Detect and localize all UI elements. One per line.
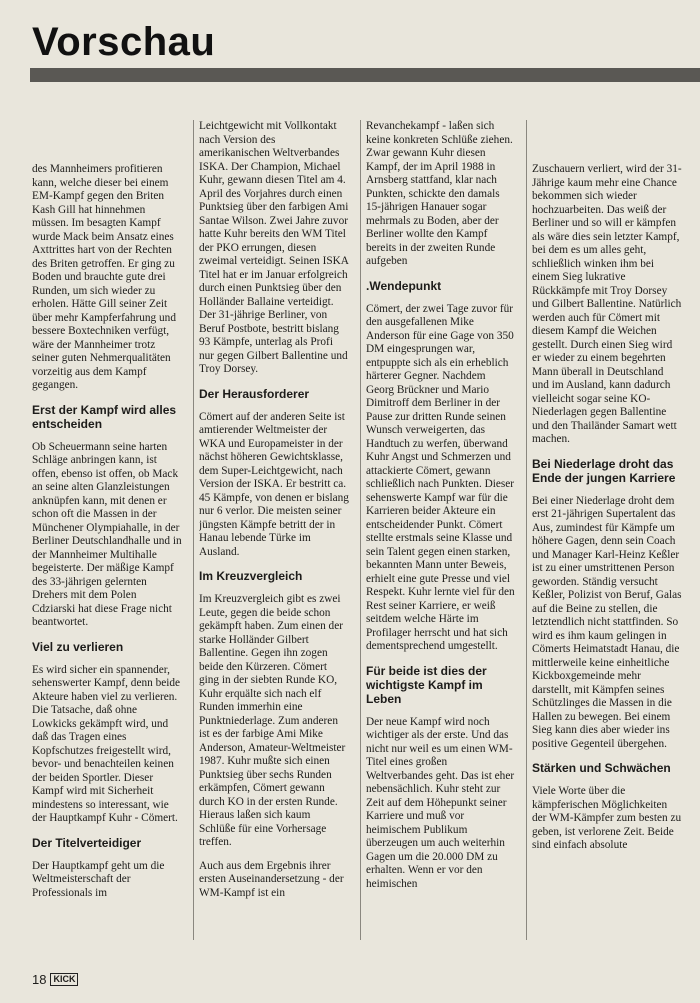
paragraph: Im Kreuzvergleich gibt es zwei Leute, gegen die beide schon gekämpft haben. Zum einen der starke Holländer Gilbert Ballentine. Gegen ihn zogen beide den Kürzeren. Cömert ging in der siebten Runde KO, Kuhr erquälte sich nach elf Runden immerhin eine Punktniederlage. Zum anderen ist es der farbige Ami Mike Anderson, Amateur-Weltmeister 1987. Kuhr mußte sich einen Punktsieg über sechs Runden erkämpfen, Cömert gewann durch KO in der ersten Runde. Hieraus laßen sich kaum Schlüße für eine Vorhersage treffen. [199,593,346,848]
article-column-1 [32,163,182,1003]
paragraph: Viele Worte über die kämpferischen Möglichkeiten der WM-Kämpfer zum besten zu geben, ist verlorene Zeit. Beide sind einfach absolute [532,785,682,851]
paragraph: Bei einer Niederlage droht dem erst 21-jährigen Supertalent das Aus, zumindest für Kämpfe um höhere Gagen, denn sein Coach und Manager Karl-Heinz Keßler ist zu einer umstrittenen Person geworden. Ständig versucht Keßler, Polizist von Beruf, Galas auf die Beine zu stellen, die letztendlich nicht stattfinden. So wird es ihm kaum gelingen in Cömerts Heimatstadt Hanau, die mittlerweile keine einheitliche Kickboxgemeinde mehr darstellt, mit Kämpfen seines Schützlinges die Massen in die Hallen zu bewegen. Bei einem Sieg kann dies aber wieder ins positive Gegenteil übergehen. [532,494,682,750]
paragraph: Der neue Kampf wird noch wichtiger als der erste. Und das nicht nur weil es um einen WM-Titel eines großen Weltverbandes geht. Das ist eher nebensächlich. Kuhr steht zur Zeit auf dem Höhepunkt seiner Karriere und muß vor heimischem Publikum überzeugen um auch weiterhin Gagen um die 20.000 DM zu erhalten. Wenn er vor den heimischen [366,715,515,890]
section-heading: Im Kreuzvergleich [199,569,303,583]
title-bar [30,68,700,82]
article-column-2 [199,120,349,960]
paragraph: Ob Scheuermann seine harten Schläge anbringen kann, ist offen, ebenso ist offen, ob Mack an seine alten Glanzleistungen anknüpfen kann, mit denen er schon oft die Massen in der Münchener Olympiahalle, in der Berliner Deutschlandhalle und in der Mannheimer Multihalle begeisterte. Der mäßige Kampf des 33-jährigen gelernten Drehers mit dem Polen Cdziarski hat diese Frage nicht beantwortet. [32,440,182,628]
article-column-4 [532,163,682,1003]
paragraph: Leichtgewicht mit Vollkontakt nach Version des amerikanischen Weltverbandes ISKA. Der Champion, Michael Kuhr, gewann diesen Titel am 4. April des Vorjahres durch einen Punktsieg über den farbigen Ami Santae Wilson. Zwei Jahre zuvor hatte Kuhr bereits den WM Titel der PKO errungen, diesen zweimal verteidigt. Seinen ISKA Titel hat er im Januar erfolgreich durch einen Punktsieg über den Holländer Ballaine verteidigt. Der 31-jährige Berliner, von Beruf Postbote, bestritt bislang 93 Kämpfe, unterlag als Profi nur gegen Gilbert Ballentine und Troy Dorsey. [199,120,349,375]
paragraph: Der Hauptkampf geht um die Weltmeisterschaft der Professionals im [32,859,165,899]
article-column-3 [366,120,516,960]
section-heading: Für beide ist dies der wichtigste Kampf im Leben [366,663,487,706]
section-heading: .Wendepunkt [366,278,442,293]
article-body [32,108,680,948]
section-heading: Der Herausforderer [199,386,310,401]
page-title: Vorschau [32,20,216,64]
paragraph: des Mannheimers profitieren kann, welche dieser bei einem EM-Kampf gegen den Briten Kash Gill hat hinnehmen müssen. Im besagten Kampf wurde Mack beim Ansatz eines Axttrittes hart von der Rechten des Briten getroffen. Er ging zu Boden und brauchte gute drei Runden, um sich wieder zu erholen. Hätte Gill seiner Zeit über mehr Kampferfahrung und bessere Boxtechniken verfügt, wäre der Mannheimer trotz seiner guten Nehmerqualitäten vorzeitig aus dem Kampf gegangen. [32,163,176,391]
section-heading: Stärken und Schwächen [532,761,671,775]
page-footer [32,972,78,987]
page-number: 18 [32,972,47,987]
section-heading: Viel zu verlieren [32,639,124,654]
section-heading: Bei Niederlage droht das Ende der jungen Karriere [532,456,676,485]
paragraph: Cömert auf der anderen Seite ist amtierender Weltmeister der WKA und Europameister in der nächst höheren Gewichtsklasse, dem Super-Leichtgewicht, nach Version der ISKA. Er bestritt ca. 45 Kämpfe, von denen er bislang nur 6 verlor. Die meisten seiner jüngsten Kämpfe betritt der in Hanau lebende Türke im Ausland. [199,410,349,558]
section-heading: Der Titelverteidiger [32,835,142,850]
paragraph: Zuschauern verliert, wird der 31-Jährige kaum mehr eine Chance bekommen sich wieder hochzuarbeiten. Das weiß der Berliner und so will er kämpfen als wäre dies sein letzter Kampf, bei dem es um alles geht, schließlich winken ihm bei einem Sieg lukrative Rückkämpfe mit Troy Dorsey und Gilbert Ballentine. Natürlich werden auch für Cömert mit diesem Kampf die Weichen gestellt. Durch einen Sieg wird er wieder zu einem begehrten Mann überall in Deutschland und im Ausland, kann dadurch vielleicht sogar seine KO-Niederlagen gegen Ballentine und den Thailänder Samart wett machen. [532,163,682,445]
paragraph: Revanchekampf - laßen sich keine konkreten Schlüße ziehen. Zwar gewann Kuhr diesen Kampf, der im April 1988 in Arnsberg stattfand, klar nach Punkten, schickte den damals 15-jährigen Hanauer sogar mehrmals zu Boden, aber der Berliner wollte den Kampf bereits in der zweiten Runde aufgeben [366,120,513,267]
paragraph: Auch aus dem Ergebnis ihrer ersten Auseinandersetzung - der WM-Kampf ist ein [199,859,344,899]
paragraph: Cömert, der zwei Tage zuvor für den ausgefallenen Mike Anderson für eine Gage von 350 DM eingesprungen war, entpuppte sich als ein erheblich härterer Gegner. Nachdem Georg Brückner und Mario Dimitroff dem Berliner in der Pause zur dritten Runde seinen Wunsch verweigerten, das Handtuch zu werfen, überwand Kuhr Angst und Schmerzen und attackierte Cömert, gewann schließlich nach Punkten. Dieser sehenswerte Kampf war für die Karrieren beider Akteure ein entscheidender Punkt. Cömert stellte erstmals seine Klasse und sein Talent gegen einen starken, bekannten Mann unter Beweis, erhielt eine gute Presse und viel Respekt. Kuhr lernte viel für den Rest seiner Karriere, er weiß seitdem welche Härte im Profilager herrscht und hat sich dementsprechend umgestellt. [366,302,515,652]
paragraph: Es wird sicher ein spannender, sehenswerter Kampf, denn beide Akteure haben viel zu verlieren. Die Tatsache, daß ohne Lowkicks gekämpft wird, und daß das Tragen eines Kopfschutzes freigestellt wird, bevor- und benachteilen keinen der beiden Sportler. Dieser Kampf wird mit Sicherheit mindestens so interessant, wie der Hauptkampf Kuhr - Cömert. [32,663,181,824]
magazine-logo: KICK [50,973,78,986]
section-heading: Erst der Kampf wird alles entscheiden [32,402,177,431]
